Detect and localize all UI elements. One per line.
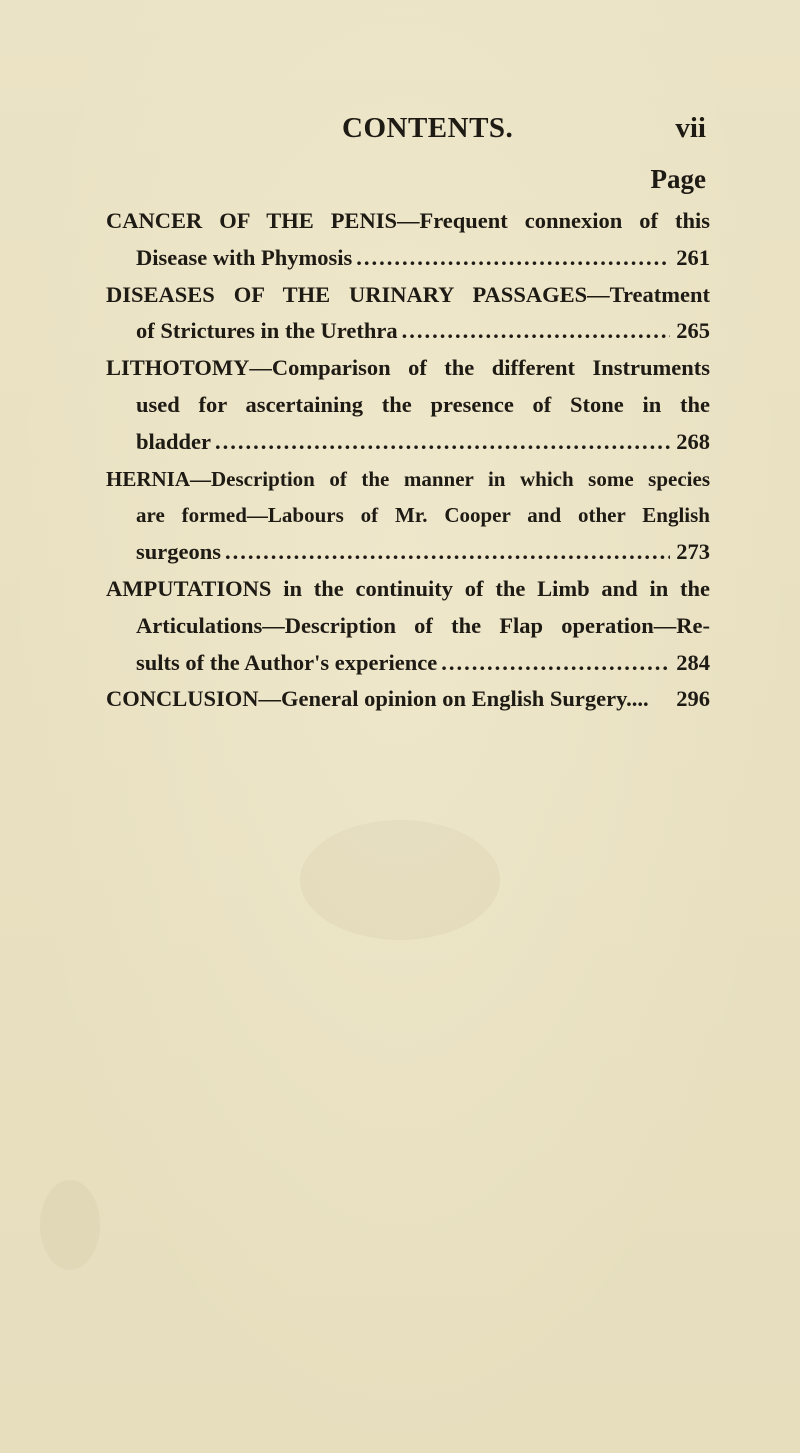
toc-entry-text: sults of the Author's experience bbox=[136, 649, 438, 675]
toc-page-number: 273 bbox=[676, 539, 710, 565]
toc-page-number: 296 bbox=[676, 686, 710, 712]
toc-entry-text: AMPUTATIONS in the continuity of the Limb and in the bbox=[106, 575, 710, 601]
toc-page-number: 265 bbox=[676, 318, 710, 344]
table-of-contents bbox=[106, 203, 710, 718]
toc-entry-last-line bbox=[106, 240, 710, 277]
toc-entry-last-line bbox=[106, 424, 710, 461]
page-column-label: Page bbox=[650, 164, 706, 194]
dot-leader bbox=[225, 534, 670, 571]
dot-leader bbox=[215, 424, 670, 461]
toc-page-number: 261 bbox=[676, 244, 710, 270]
page-title: CONTENTS. bbox=[342, 112, 514, 144]
dot-leader bbox=[356, 240, 670, 277]
toc-entry-text: LITHOTOMY—Comparison of the different Instruments bbox=[106, 355, 710, 381]
toc-entry-last-line bbox=[106, 534, 710, 571]
dot-leader bbox=[402, 313, 671, 350]
toc-page-number: 268 bbox=[676, 428, 710, 454]
toc-entry-text: are formed—Labours of Mr. Cooper and other English bbox=[136, 503, 710, 528]
toc-entry-text: Articulations—Description of the Flap operation—Re- bbox=[136, 612, 710, 638]
toc-entry-text: CONCLUSION—General opinion on English Surgery.... bbox=[106, 686, 649, 712]
toc-entry-text: surgeons bbox=[136, 539, 222, 565]
toc-entry-text: DISEASES OF THE URINARY PASSAGES—Treatment bbox=[106, 281, 710, 307]
toc-entry-text: used for ascertaining the presence of Stone in the bbox=[136, 391, 710, 417]
running-header bbox=[0, 112, 800, 152]
toc-entry-text: HERNIA—Description of the manner in which some species bbox=[106, 466, 710, 491]
toc-entry-last-line bbox=[106, 681, 710, 718]
dot-leader bbox=[441, 645, 670, 682]
toc-entry-last-line bbox=[106, 645, 710, 682]
toc-entry-text: CANCER OF THE PENIS—Frequent connexion of this bbox=[106, 208, 710, 233]
page-number: vii bbox=[675, 112, 706, 144]
toc-entry-text: Disease with Phymosis bbox=[136, 244, 353, 270]
toc-entry-text: of Strictures in the Urethra bbox=[136, 318, 398, 344]
toc-entry-text: bladder bbox=[136, 428, 212, 454]
paper-stain bbox=[40, 1180, 100, 1270]
paper-stain bbox=[300, 820, 500, 940]
toc-entry-last-line bbox=[106, 313, 710, 350]
toc-page-number: 284 bbox=[676, 649, 710, 675]
